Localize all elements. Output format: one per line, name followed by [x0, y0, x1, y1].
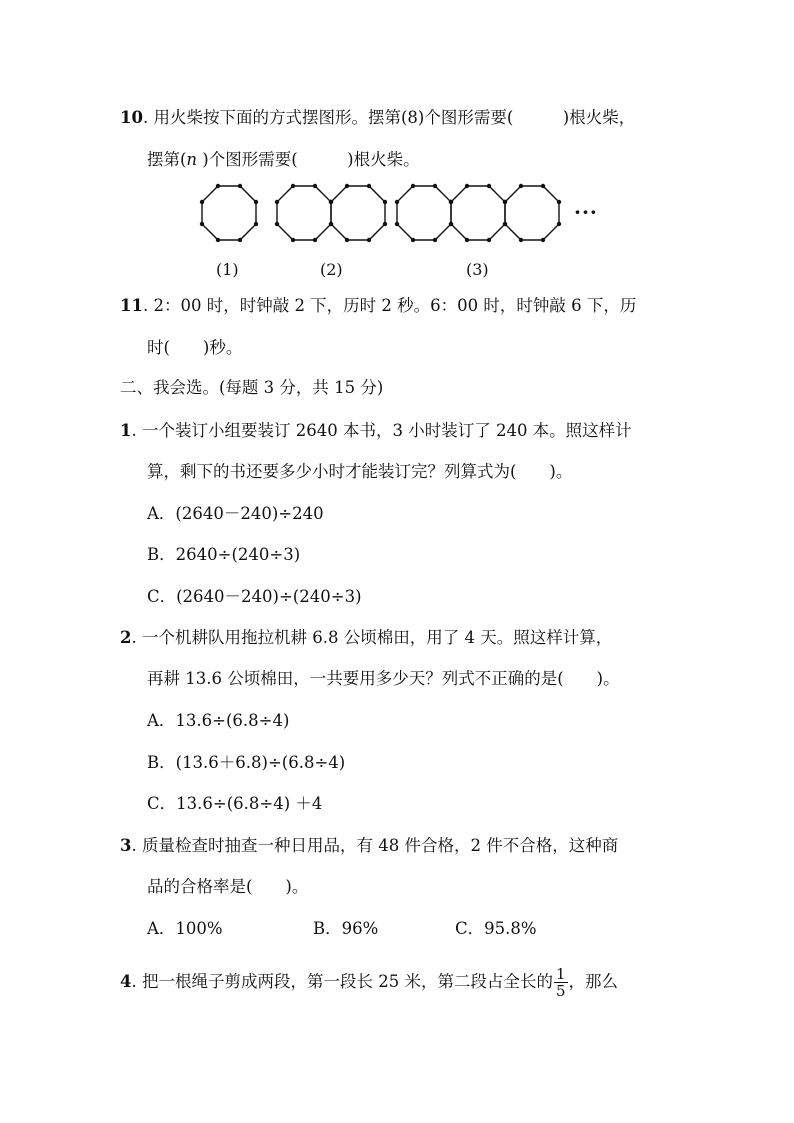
- q2-text-1: . 一个机耕队用拖拉机耕 6.8 公顷棉田，用了 4 天。照这样计算，: [131, 628, 613, 647]
- q1-option-b: B．2640÷(240÷3): [147, 545, 301, 564]
- q10-line2: [147, 148, 420, 172]
- q2-line2: [147, 667, 620, 691]
- matchstick-joint-dot: [383, 200, 387, 204]
- q4-fraction-numerator: 1: [555, 965, 566, 983]
- matchstick-joint-dot: [345, 184, 349, 188]
- matchstick-joint-dot: [433, 184, 437, 188]
- matchstick-joint-dot: [254, 200, 258, 204]
- q2-line1: [120, 626, 612, 650]
- matchstick-joint-dot: [367, 184, 371, 188]
- q3-option-c: C．95.8%: [455, 919, 537, 938]
- q11-line1: [120, 294, 636, 318]
- matchstick-joint-dot: [216, 184, 220, 188]
- q3-option-b: B．96%: [313, 919, 379, 938]
- q2-number: 2: [120, 628, 132, 647]
- matchstick-joint-dot: [541, 184, 545, 188]
- matchstick-joint-dot: [367, 238, 371, 242]
- matchstick-joint-dot: [200, 222, 204, 226]
- matchstick-joint-dot: [291, 238, 295, 242]
- q3-line2: [147, 875, 308, 899]
- matchstick-joint-dot: [541, 238, 545, 242]
- matchstick-joint-dot: [395, 222, 399, 226]
- matchstick-joint-dot: [519, 184, 523, 188]
- matchstick-joint-dot: [254, 222, 258, 226]
- matchstick-joint-dot: [216, 238, 220, 242]
- q3-text-1: . 质量检查时抽查一种日用品，有 48 件合格，2 件不合格，这种商: [131, 836, 619, 855]
- matchstick-octagon: [451, 186, 505, 240]
- q4-line1: [120, 966, 618, 999]
- matchstick-joint-dot: [238, 184, 242, 188]
- q11-text-2: 时( )秒。: [147, 338, 243, 357]
- matchstick-joint-dot: [275, 200, 279, 204]
- matchstick-joint-dot: [313, 238, 317, 242]
- q1-option-a: A．(2640－240)÷240: [147, 504, 324, 523]
- figure-label-1: (1): [216, 260, 239, 279]
- matchstick-octagon: [397, 186, 451, 240]
- q4-text-1: . 把一根绳子剪成两段，第一段长 25 米，第二段占全长的: [131, 972, 553, 991]
- q1-line2: [147, 460, 572, 484]
- matchstick-joint-dot: [503, 222, 507, 226]
- q11-text-1: . 2：00 时，时钟敲 2 下，历时 2 秒。6：00 时，时钟敲 6 下，历: [142, 296, 637, 315]
- q3-line1: [120, 834, 618, 858]
- q1-number: 1: [120, 421, 132, 440]
- q3-text-2: 品的合格率是( )。: [147, 877, 309, 896]
- q3-options: [147, 917, 537, 941]
- matchstick-joint-dot: [449, 200, 453, 204]
- matchstick-joint-dot: [395, 200, 399, 204]
- matchstick-joint-dot: [411, 238, 415, 242]
- matchstick-joint-dot: [383, 222, 387, 226]
- matchstick-joint-dot: [329, 200, 333, 204]
- q10-line1: [120, 106, 635, 130]
- q4-fraction: [554, 966, 568, 999]
- matchstick-joint-dot: [411, 184, 415, 188]
- q10-text-2: 摆第(𝑛 )个图形需要( )根火柴。: [147, 150, 420, 169]
- matchstick-joint-dot: [433, 238, 437, 242]
- q2-option-b: B．(13.6＋6.8)÷(6.8÷4): [147, 753, 346, 772]
- figure-ellipsis: ···: [574, 200, 598, 224]
- q3-option-a: A．100%: [147, 919, 223, 938]
- q10-number: 10: [120, 108, 143, 127]
- matchstick-joint-dot: [519, 238, 523, 242]
- matchstick-octagon: [505, 186, 559, 240]
- q1-text-1: . 一个装订小组要装订 2640 本书，3 小时装订了 240 本。照这样计: [131, 421, 632, 440]
- q2-option-c: C．13.6÷(6.8÷4) ＋4: [147, 794, 323, 813]
- matchstick-joint-dot: [275, 222, 279, 226]
- matchstick-joint-dot: [557, 222, 561, 226]
- q10-text-1: . 用火柴按下面的方式摆图形。摆第(8)个图形需要( )根火柴，: [142, 108, 636, 127]
- matchstick-joint-dot: [449, 222, 453, 226]
- matchstick-joint-dot: [329, 222, 333, 226]
- matchstick-joint-dot: [487, 184, 491, 188]
- matchstick-octagon: [202, 186, 256, 240]
- matchstick-joint-dot: [313, 184, 317, 188]
- matchstick-joint-dot: [291, 184, 295, 188]
- q11-line2: [147, 336, 242, 360]
- q11-number: 11: [120, 296, 143, 315]
- figure-label-2: (2): [320, 260, 343, 279]
- matchstick-joint-dot: [345, 238, 349, 242]
- section-2-heading: 二、我会选。(每题 3 分，共 15 分): [120, 378, 384, 397]
- matchstick-joint-dot: [238, 238, 242, 242]
- matchstick-joint-dot: [487, 238, 491, 242]
- q4-fraction-denominator: 5: [555, 982, 566, 1000]
- matchstick-joint-dot: [557, 200, 561, 204]
- q4-number: 4: [120, 972, 132, 991]
- q2-option-a: A．13.6÷(6.8÷4): [147, 711, 290, 730]
- matchstick-octagon: [277, 186, 331, 240]
- figure-label-3: (3): [466, 260, 489, 279]
- q1-line1: [120, 419, 632, 443]
- q1-text-2: 算，剩下的书还要多少小时才能装订完？列算式为( )。: [147, 462, 573, 481]
- q4-text-2: ，那么: [568, 972, 619, 991]
- matchstick-joint-dot: [465, 184, 469, 188]
- matchstick-joint-dot: [200, 200, 204, 204]
- q1-option-c: C．(2640－240)÷(240÷3): [147, 587, 362, 606]
- matchstick-joint-dot: [503, 200, 507, 204]
- q2-text-2: 再耕 13.6 公顷棉田，一共要用多少天？列式不正确的是( )。: [147, 669, 620, 688]
- matchstick-joint-dot: [465, 238, 469, 242]
- q3-number: 3: [120, 836, 132, 855]
- matchstick-octagon: [331, 186, 385, 240]
